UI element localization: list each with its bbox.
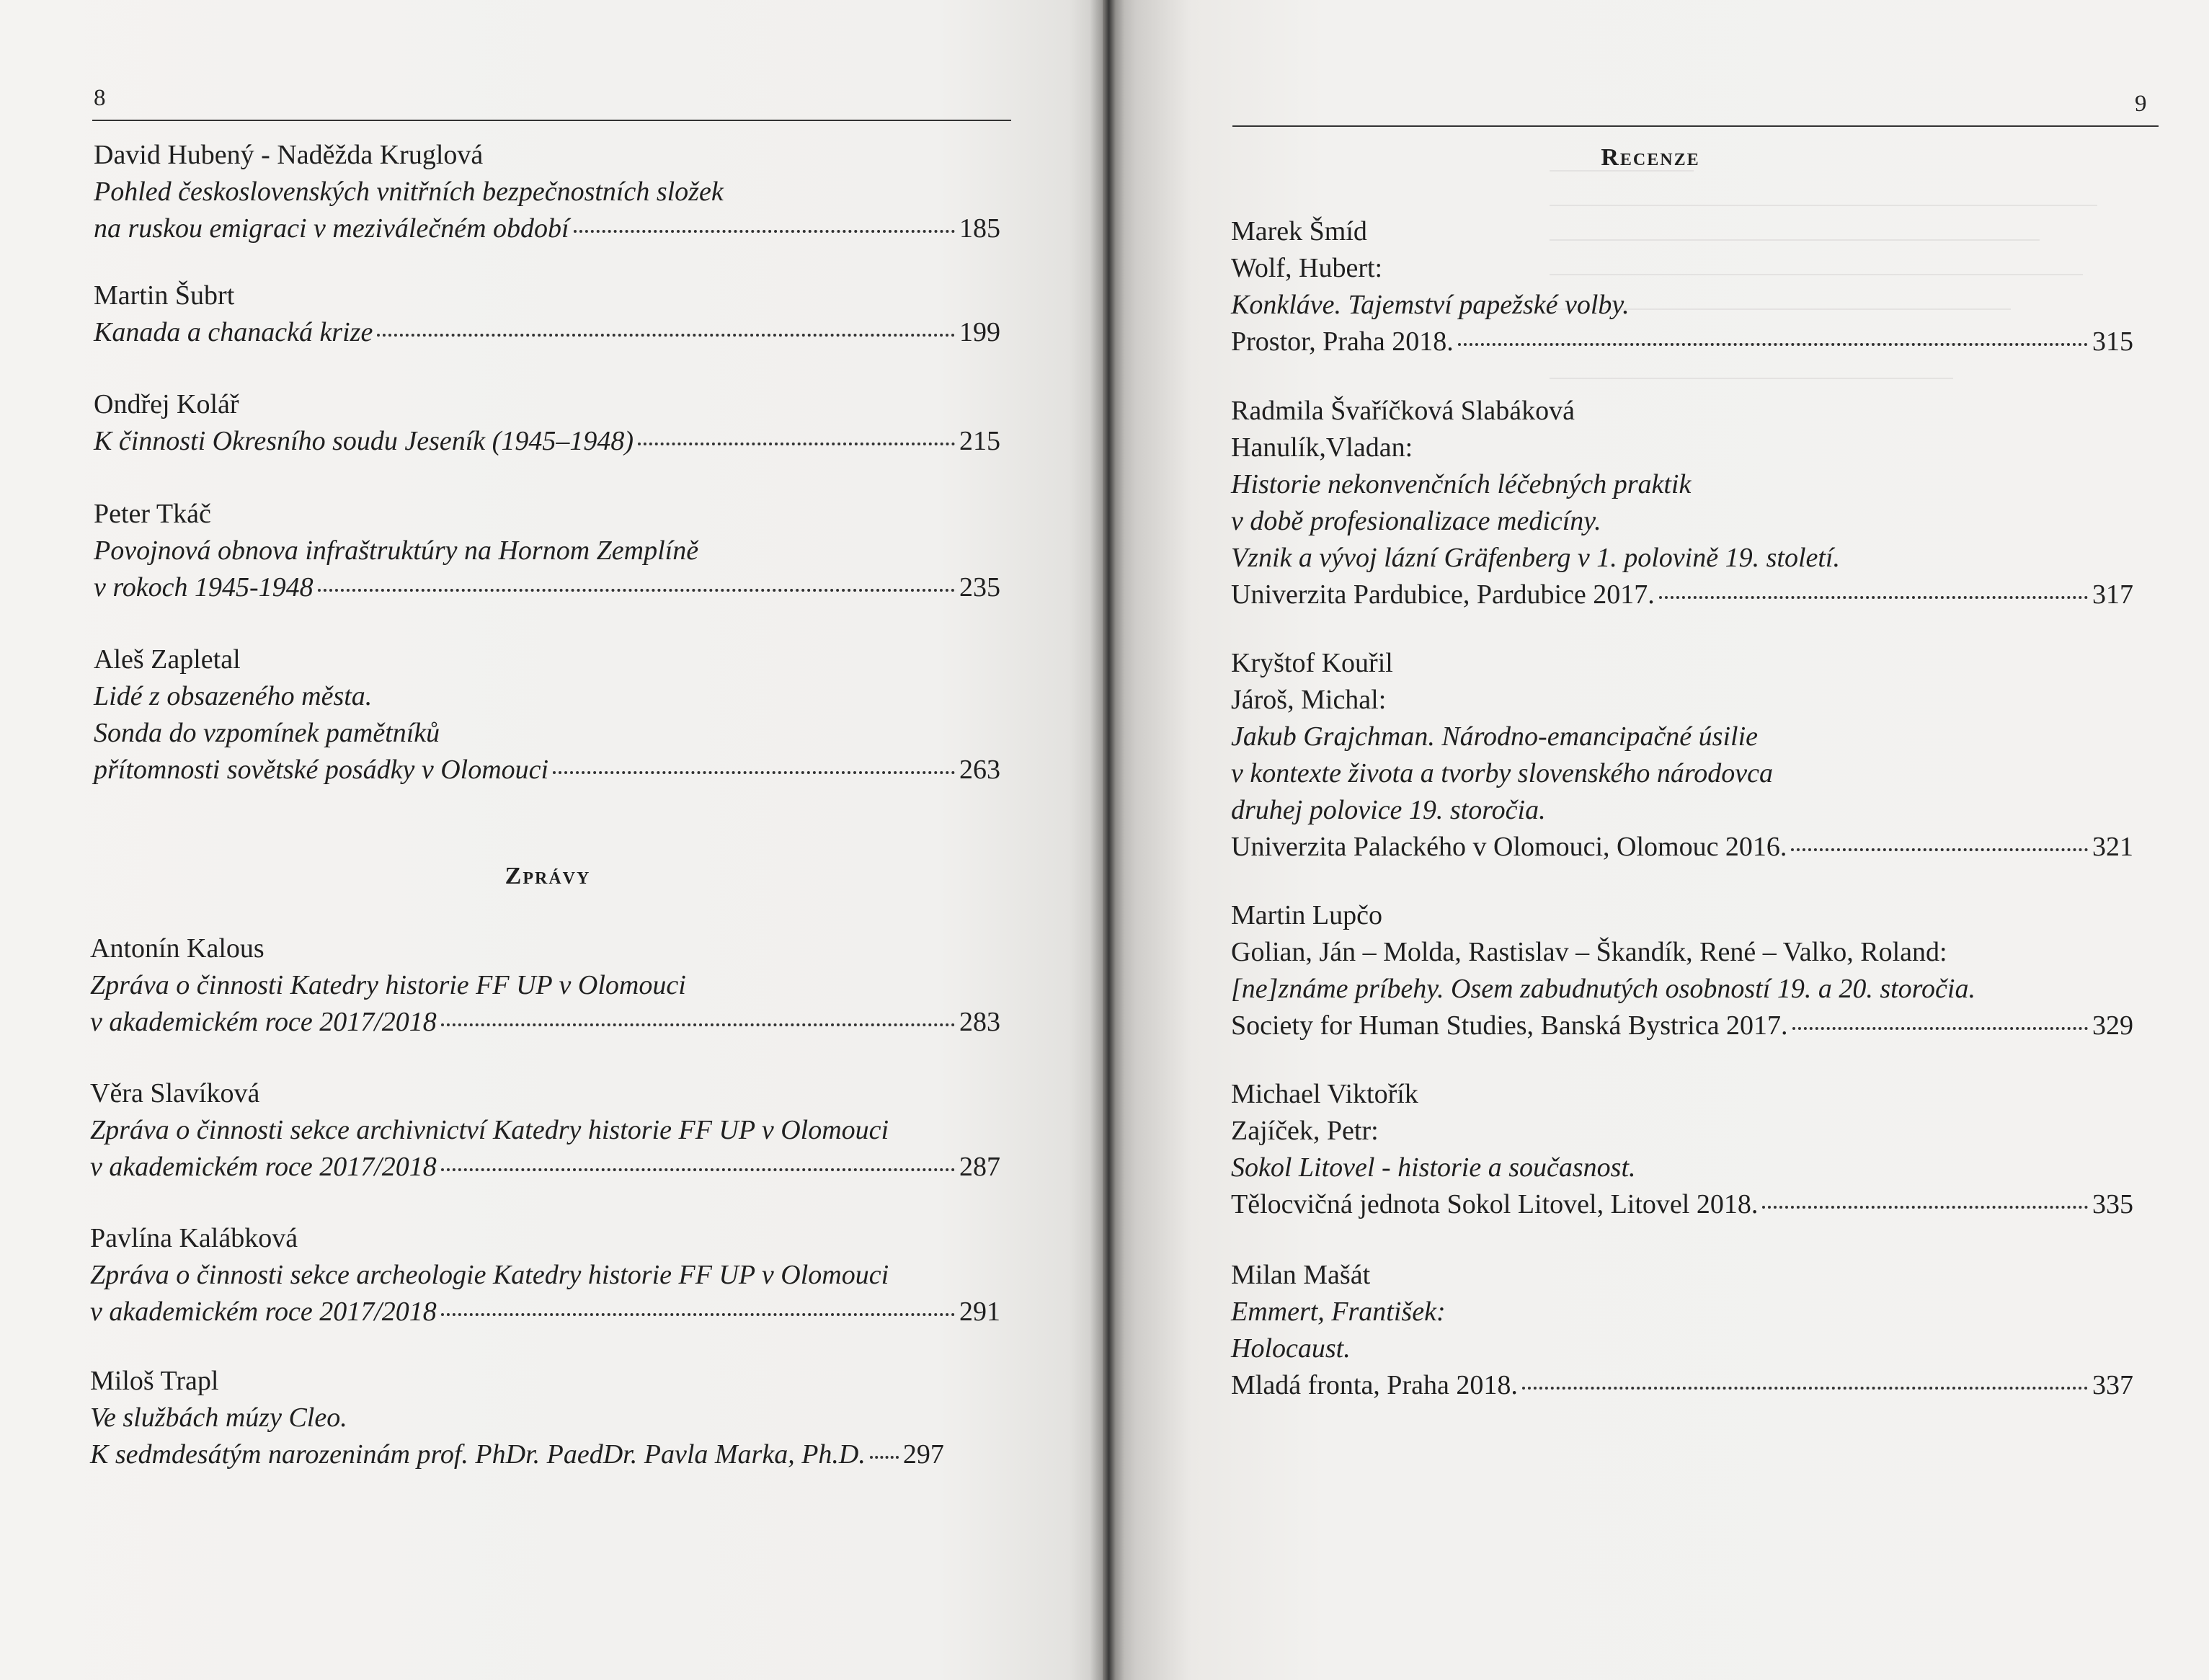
publisher: Tělocvičná jednota Sokol Litovel, Litovel 2018. (1231, 1189, 1759, 1219)
dot-leader (441, 1168, 955, 1171)
book-author: Wolf, Hubert: (1231, 253, 1383, 283)
entry-title-line: Zpráva o činnosti Katedry historie FF UP v Olomouci (90, 970, 686, 1000)
entry-page-number: 263 (959, 755, 1000, 785)
entry-title-line: Pohled československých vnitřních bezpečnostních složek (94, 177, 724, 207)
book-title-line: Vznik a vývoj lázní Gräfenberg v 1. polovině 19. století. (1231, 543, 1840, 573)
entry-leader-line (1231, 1008, 2133, 1044)
dot-leader (553, 771, 955, 774)
section-heading-recenze: Recenze (1601, 144, 1700, 171)
entry-author: Miloš Trapl (90, 1366, 219, 1396)
entry-author: Martin Šubrt (94, 280, 235, 311)
page-number-left: 8 (94, 85, 106, 111)
entry-title-line: přítomnosti sovětské posádky v Olomouci (94, 755, 549, 785)
entry-title-line: v akademickém roce 2017/2018 (90, 1007, 437, 1037)
entry-page-number: 335 (2092, 1189, 2133, 1219)
toc-entry (94, 386, 1000, 460)
book-title-line: [ne]známe príbehy. Osem zabudnutých osobností 19. a 20. storočia. (1231, 974, 1975, 1004)
entry-page-number: 199 (959, 317, 1000, 347)
dot-leader (377, 334, 955, 337)
entry-title-line: Ve službách múzy Cleo. (90, 1403, 347, 1433)
entry-page-number: 337 (2092, 1370, 2133, 1400)
entry-title-line: Lidé z obsazeného města. (94, 681, 373, 711)
book-title-line: Sokol Litovel - historie a současnost. (1231, 1152, 1636, 1183)
entry-title-line: Povojnová obnova infraštruktúry na Hornom Zemplíně (94, 535, 699, 566)
entry-page-number: 317 (2092, 579, 2133, 610)
book-author: Hanulík,Vladan: (1231, 432, 1413, 463)
toc-entry (94, 496, 1000, 606)
book-gutter (1090, 0, 1124, 1680)
entry-leader-line (94, 423, 1000, 460)
entry-page-number: 291 (959, 1297, 1000, 1327)
entry-title-line: K činnosti Okresního soudu Jeseník (1945–1948) (94, 426, 634, 456)
entry-page-number: 185 (959, 213, 1000, 244)
entry-author: Pavlína Kalábková (90, 1223, 298, 1253)
book-title-line: v kontexte života a tvorby slovenského národovca (1231, 758, 1774, 788)
dot-leader (441, 1023, 955, 1026)
toc-entry (90, 1220, 1000, 1330)
entry-leader-line (90, 1294, 1000, 1330)
entry-title-line: Sonda do vzpomínek pamětníků (94, 718, 440, 748)
book-author: Golian, Ján – Molda, Rastislav – Škandík, René – Valko, Roland: (1231, 937, 1947, 967)
book-author: Emmert, František: (1231, 1297, 1446, 1327)
entry-author: Aleš Zapletal (94, 644, 241, 675)
publisher: Univerzita Pardubice, Pardubice 2017. (1231, 579, 1655, 610)
dot-leader (1659, 596, 2088, 599)
entry-title-line: v rokoch 1945-1948 (94, 572, 314, 603)
entry-title-line: Zpráva o činnosti sekce archivnictví Katedry historie FF UP v Olomouci (90, 1115, 889, 1145)
toc-entry (94, 641, 1000, 788)
dot-leader (1522, 1387, 2088, 1390)
entry-leader-line (1231, 1367, 2133, 1404)
publisher: Society for Human Studies, Banská Bystrica 2017. (1231, 1010, 1788, 1041)
entry-title-line: Kanada a chanacká krize (94, 317, 373, 347)
dot-leader (1791, 848, 2088, 851)
toc-entry (90, 930, 1000, 1041)
entry-leader-line (1231, 324, 2133, 360)
publisher: Prostor, Praha 2018. (1231, 326, 1454, 357)
book-title-line: Holocaust. (1231, 1333, 1351, 1364)
review-entry (1231, 1076, 2133, 1223)
dot-leader (441, 1313, 955, 1316)
book-title-line: Konkláve. Tajemství papežské volby. (1231, 290, 1630, 320)
entry-author: Ondřej Kolář (94, 389, 239, 419)
toc-entry (90, 1075, 1000, 1186)
entry-title-line: K sedmdesátým narozeninám prof. PhDr. PaedDr. Pavla Marka, Ph.D. (90, 1439, 866, 1470)
review-entry (1231, 645, 2133, 866)
book-title-line: Jakub Grajchman. Národno-emancipačné úsilie (1231, 721, 1758, 752)
publisher: Univerzita Palackého v Olomouci, Olomouc 2016. (1231, 832, 1787, 862)
left-page (0, 0, 1103, 1680)
dot-leader (318, 589, 955, 592)
entry-title-line: Zpráva o činnosti sekce archeologie Katedry historie FF UP v Olomouci (90, 1260, 889, 1290)
entry-author: Antonín Kalous (90, 933, 265, 964)
entry-page-number: 321 (2092, 832, 2133, 862)
entry-leader-line (94, 569, 1000, 606)
entry-title-line: v akademickém roce 2017/2018 (90, 1297, 437, 1327)
entry-page-number: 283 (959, 1007, 1000, 1037)
entry-author: David Hubený - Naděžda Kruglová (94, 140, 484, 170)
header-rule-left (92, 120, 1011, 121)
entry-page-number: 297 (902, 1439, 944, 1470)
entry-leader-line (90, 1436, 1000, 1473)
dot-leader (638, 443, 955, 445)
entry-leader-line (94, 314, 1000, 351)
review-entry (1231, 213, 2133, 360)
reviewer-name: Marek Šmíd (1231, 216, 1367, 246)
reviewer-name: Michael Viktořík (1231, 1079, 1418, 1109)
review-entry (1231, 897, 2133, 1044)
entry-page-number: 215 (959, 426, 1000, 456)
entry-leader-line (94, 210, 1000, 247)
entry-leader-line (1231, 1186, 2133, 1223)
book-author: Zajíček, Petr: (1231, 1116, 1379, 1146)
section-heading-zpravy: Zprávy (505, 863, 591, 889)
book-title-line: druhej polovice 19. storočia. (1231, 795, 1546, 825)
dot-leader (1762, 1206, 2088, 1209)
dot-leader (870, 1456, 899, 1459)
book-title-line: v době profesionalizace medicíny. (1231, 506, 1601, 536)
entry-leader-line (90, 1149, 1000, 1186)
entry-page-number: 235 (959, 572, 1000, 603)
page-number-right: 9 (2135, 91, 2147, 117)
review-entry (1231, 1257, 2133, 1404)
book-title-line: Historie nekonvenčních léčebných praktik (1231, 469, 1692, 499)
reviewer-name: Radmila Švaříčková Slabáková (1231, 396, 1575, 426)
entry-author: Věra Slavíková (90, 1078, 260, 1108)
entry-author: Peter Tkáč (94, 499, 211, 529)
entry-page-number: 315 (2092, 326, 2133, 357)
publisher: Mladá fronta, Praha 2018. (1231, 1370, 1518, 1400)
reviewer-name: Martin Lupčo (1231, 900, 1383, 930)
review-entry (1231, 393, 2133, 613)
reviewer-name: Kryštof Kouřil (1231, 648, 1393, 678)
entry-leader-line (94, 752, 1000, 788)
entry-page-number: 287 (959, 1152, 1000, 1182)
entry-title-line: v akademickém roce 2017/2018 (90, 1152, 437, 1182)
right-page (1103, 0, 2209, 1680)
entry-page-number: 329 (2092, 1010, 2133, 1041)
toc-entry (90, 1363, 1000, 1473)
toc-entry (94, 277, 1000, 351)
dot-leader (574, 230, 955, 233)
book-author: Jároš, Michal: (1231, 685, 1387, 715)
entry-title-line: na ruskou emigraci v meziválečném období (94, 213, 569, 244)
entry-leader-line (1231, 577, 2133, 613)
reviewer-name: Milan Mašát (1231, 1260, 1371, 1290)
dot-leader (1792, 1027, 2088, 1030)
dot-leader (1458, 343, 2088, 346)
header-rule-right (1232, 125, 2159, 127)
entry-leader-line (1231, 829, 2133, 866)
toc-entry (94, 137, 1000, 247)
entry-leader-line (90, 1004, 1000, 1041)
